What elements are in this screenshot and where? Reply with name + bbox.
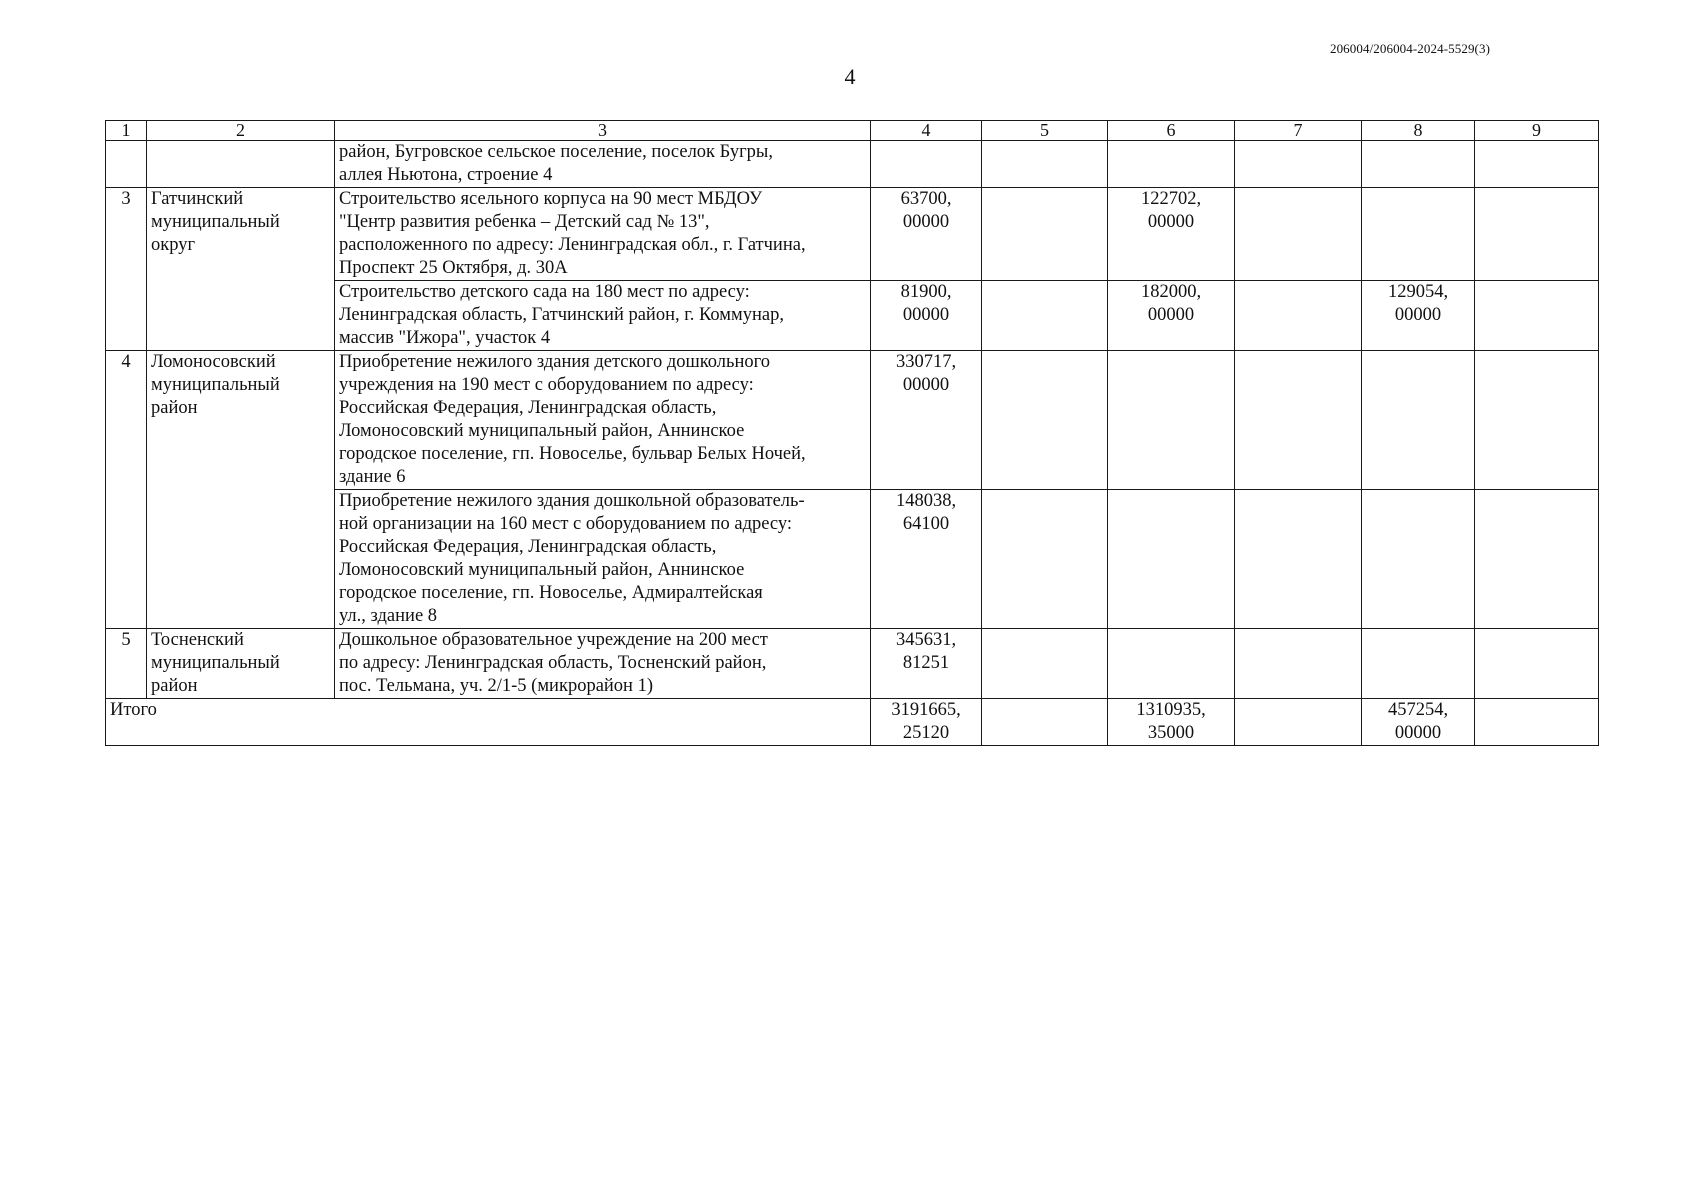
value-cell-col8 [1362,351,1475,490]
value-cell-col9 [1475,141,1599,188]
cell-text-line: 345631, [895,630,957,650]
cell-text-line: 81900, [900,282,952,302]
total-value-cell-col6 [1108,699,1235,746]
header-cell: 5 [982,121,1108,141]
row-number-cell [106,141,147,188]
cell-text-line: Приобретение нежилого здания дошкольной образователь- [339,491,805,511]
cell-text-line: 122702, [1140,189,1202,209]
total-value-cell-col5 [982,699,1108,746]
cell-text-line: Российская Федерация, Ленинградская область, [339,537,717,557]
cell-text-line: учреждения на 190 мест с оборудованием по адресу: [339,375,754,395]
value-cell-col6 [1108,281,1235,351]
object-cell [335,629,871,699]
cell-text-line: расположенного по адресу: Ленинградская обл., г. Гатчина, [339,235,806,255]
cell-text-line: Приобретение нежилого здания детского дошкольного [339,352,770,372]
value-cell-col5 [982,141,1108,188]
cell-text-line: 00000 [902,305,950,325]
cell-text-line: ул., здание 8 [339,606,438,626]
value-cell-col8 [1362,141,1475,188]
total-row [106,699,1599,746]
district-cell [147,141,335,188]
value-cell-col7 [1235,490,1362,629]
table-row [106,629,1599,699]
total-value-cell-col8 [1362,699,1475,746]
object-cell [335,490,871,629]
value-cell-col7 [1235,188,1362,281]
funding-table [105,120,1599,746]
value-cell-col5 [982,490,1108,629]
value-cell-col7 [1235,281,1362,351]
value-cell-col9 [1475,281,1599,351]
total-value-cell-col4 [871,699,982,746]
cell-text-line: 25120 [902,723,950,743]
cell-text-line: Ломоносовский муниципальный район, Аннинское [339,560,745,580]
value-cell-col9 [1475,490,1599,629]
cell-text-line: 00000 [1147,305,1195,325]
cell-text-line: Гатчинский [151,189,244,209]
value-cell-col6 [1108,629,1235,699]
value-cell-col4 [871,188,982,281]
object-cell [335,351,871,490]
cell-text-line: Итого [110,700,157,720]
total-label-cell [106,699,871,746]
cell-text-line: городское поселение, гп. Новоселье, бульвар Белых Ночей, [339,444,806,464]
cell-text-line: Российская Федерация, Ленинградская область, [339,398,717,418]
cell-text-line: 63700, [900,189,952,209]
cell-text-line: 182000, [1140,282,1202,302]
cell-text-line: аллея Ньютона, строение 4 [339,165,553,185]
total-value-cell-col9 [1475,699,1599,746]
cell-text-line: по адресу: Ленинградская область, Тосненский район, [339,653,767,673]
cell-text-line: 00000 [1394,723,1442,743]
header-cell: 1 [106,121,147,141]
header-cell: 4 [871,121,982,141]
cell-text-line: Проспект 25 Октября, д. 30А [339,258,568,278]
cell-text-line: "Центр развития ребенка – Детский сад № 13", [339,212,710,232]
cell-text-line: 00000 [1147,212,1195,232]
cell-text-line: 3 [121,189,131,209]
cell-text-line: 1310935, [1136,700,1206,720]
value-cell-col5 [982,351,1108,490]
value-cell-col8 [1362,281,1475,351]
cell-text-line: 457254, [1387,700,1449,720]
total-value-cell-col7 [1235,699,1362,746]
value-cell-col6 [1108,490,1235,629]
value-cell-col4 [871,351,982,490]
object-cell [335,281,871,351]
cell-text-line: муниципальный [151,212,280,232]
table-body [106,121,1599,746]
value-cell-col8 [1362,490,1475,629]
cell-text-line: Строительство ясельного корпуса на 90 мест МБДОУ [339,189,763,209]
cell-text-line: 129054, [1387,282,1449,302]
cell-text-line: городское поселение, гп. Новоселье, Адмиралтейская [339,583,763,603]
value-cell-col4 [871,141,982,188]
cell-text-line: район, Бугровское сельское поселение, поселок Бугры, [339,142,773,162]
cell-text-line: 4 [121,352,131,372]
cell-text-line: 35000 [1147,723,1195,743]
header-cell: 9 [1475,121,1599,141]
value-cell-col5 [982,629,1108,699]
header-cell: 6 [1108,121,1235,141]
district-cell [147,629,335,699]
cell-text-line: 00000 [902,212,950,232]
header-cell: 7 [1235,121,1362,141]
value-cell-col6 [1108,188,1235,281]
value-cell-col9 [1475,188,1599,281]
cell-text-line: Тосненский [151,630,244,650]
cell-text-line: Ломоносовский [151,352,276,372]
cell-text-line: здание 6 [339,467,406,487]
table-row [106,351,1599,490]
cell-text-line: район [151,676,198,696]
cell-text-line: 64100 [902,514,950,534]
row-number-cell [106,629,147,699]
object-cell [335,188,871,281]
value-cell-col9 [1475,629,1599,699]
value-cell-col5 [982,188,1108,281]
cell-text-line: 148038, [895,491,957,511]
value-cell-col4 [871,629,982,699]
row-number-cell [106,188,147,351]
cell-text-line: 00000 [1394,305,1442,325]
cell-text-line: 5 [121,630,131,650]
value-cell-col6 [1108,141,1235,188]
value-cell-col8 [1362,188,1475,281]
district-cell [147,188,335,351]
value-cell-col9 [1475,351,1599,490]
table-row [106,188,1599,281]
header-row [106,121,1599,141]
value-cell-col8 [1362,629,1475,699]
value-cell-col4 [871,490,982,629]
cell-text-line: Ленинградская область, Гатчинский район, г. Коммунар, [339,305,784,325]
page-number: 4 [844,64,856,89]
table-row [106,141,1599,188]
cell-text-line: Строительство детского сада на 180 мест по адресу: [339,282,750,302]
cell-text-line: 00000 [902,375,950,395]
cell-text-line: 3191665, [891,700,961,720]
row-number-cell [106,351,147,629]
cell-text-line: массив "Ижора", участок 4 [339,328,551,348]
cell-text-line: Дошкольное образовательное учреждение на 200 мест [339,630,768,650]
value-cell-col5 [982,281,1108,351]
value-cell-col4 [871,281,982,351]
cell-text-line: 330717, [895,352,957,372]
value-cell-col7 [1235,629,1362,699]
value-cell-col7 [1235,351,1362,490]
cell-text-line: пос. Тельмана, уч. 2/1-5 (микрорайон 1) [339,676,653,696]
value-cell-col6 [1108,351,1235,490]
cell-text-line: округ [151,235,196,255]
cell-text-line: 81251 [902,653,950,673]
value-cell-col7 [1235,141,1362,188]
document-number: 206004/206004-2024-5529(3) [1329,41,1490,56]
header-cell: 2 [147,121,335,141]
cell-text-line: Ломоносовский муниципальный район, Аннинское [339,421,745,441]
cell-text-line: муниципальный [151,653,280,673]
header-cell: 8 [1362,121,1475,141]
cell-text-line: муниципальный [151,375,280,395]
header-cell: 3 [335,121,871,141]
cell-text-line: район [151,398,198,418]
object-cell [335,141,871,188]
district-cell [147,351,335,629]
cell-text-line: ной организации на 160 мест с оборудованием по адресу: [339,514,793,534]
